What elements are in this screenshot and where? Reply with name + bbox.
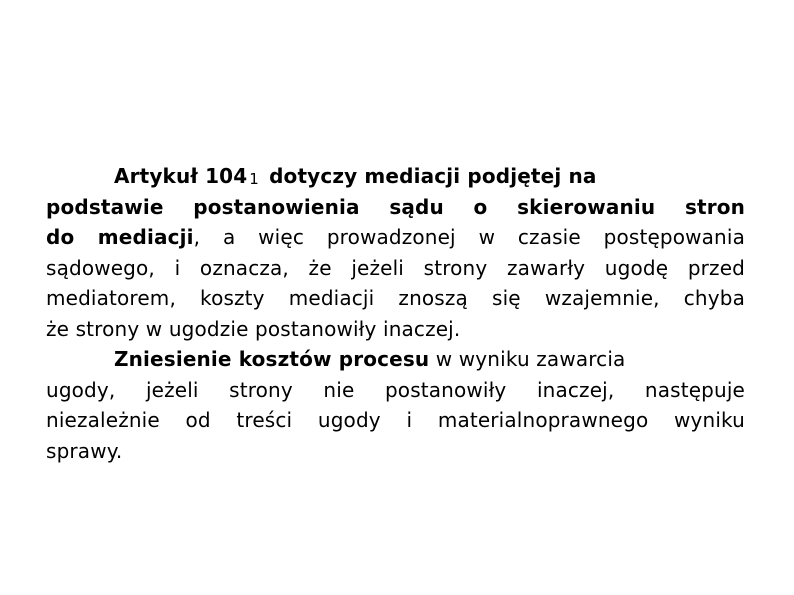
- body-text: mediatorem, koszty mediacji znoszą się wzajemnie, chyba: [46, 286, 745, 310]
- body-text: w wyniku zawarcia: [429, 347, 626, 371]
- body-text: niezależnie od treści ugody i materialnoprawnego wyniku: [46, 408, 745, 432]
- bold-text: Zniesienie kosztów procesu: [114, 347, 430, 371]
- text-line: [46, 436, 745, 467]
- bold-text: podstawie postanowienia sądu o skierowaniu stron: [46, 194, 745, 219]
- article-reference: Artykuł 104: [114, 164, 248, 188]
- body-text: sprawy.: [46, 438, 123, 463]
- body-text: , a więc prowadzonej w czasie postępowania: [193, 225, 745, 249]
- bold-text: dotyczy mediacji podjętej na: [261, 164, 597, 188]
- text-line: [46, 344, 745, 375]
- paragraph-cost-cancellation: [46, 344, 745, 466]
- text-line: [46, 253, 745, 284]
- text-line: [46, 375, 745, 406]
- paragraph-article-104: [46, 161, 745, 344]
- body-text: że strony w ugodzie postanowiły inaczej.: [46, 316, 461, 341]
- body-text: sądowego, i oznacza, że jeżeli strony zawarły ugodę przed: [46, 255, 745, 280]
- bold-text: do mediacji: [46, 225, 194, 249]
- text-line: [46, 161, 745, 192]
- text-line: [46, 192, 745, 223]
- text-line: [46, 283, 745, 314]
- text-line: [46, 405, 745, 436]
- body-text: ugody, jeżeli strony nie postanowiły inaczej, następuje: [46, 377, 745, 402]
- text-line: [46, 314, 745, 345]
- superscript-marker: 1: [249, 170, 259, 188]
- text-line: [46, 222, 745, 253]
